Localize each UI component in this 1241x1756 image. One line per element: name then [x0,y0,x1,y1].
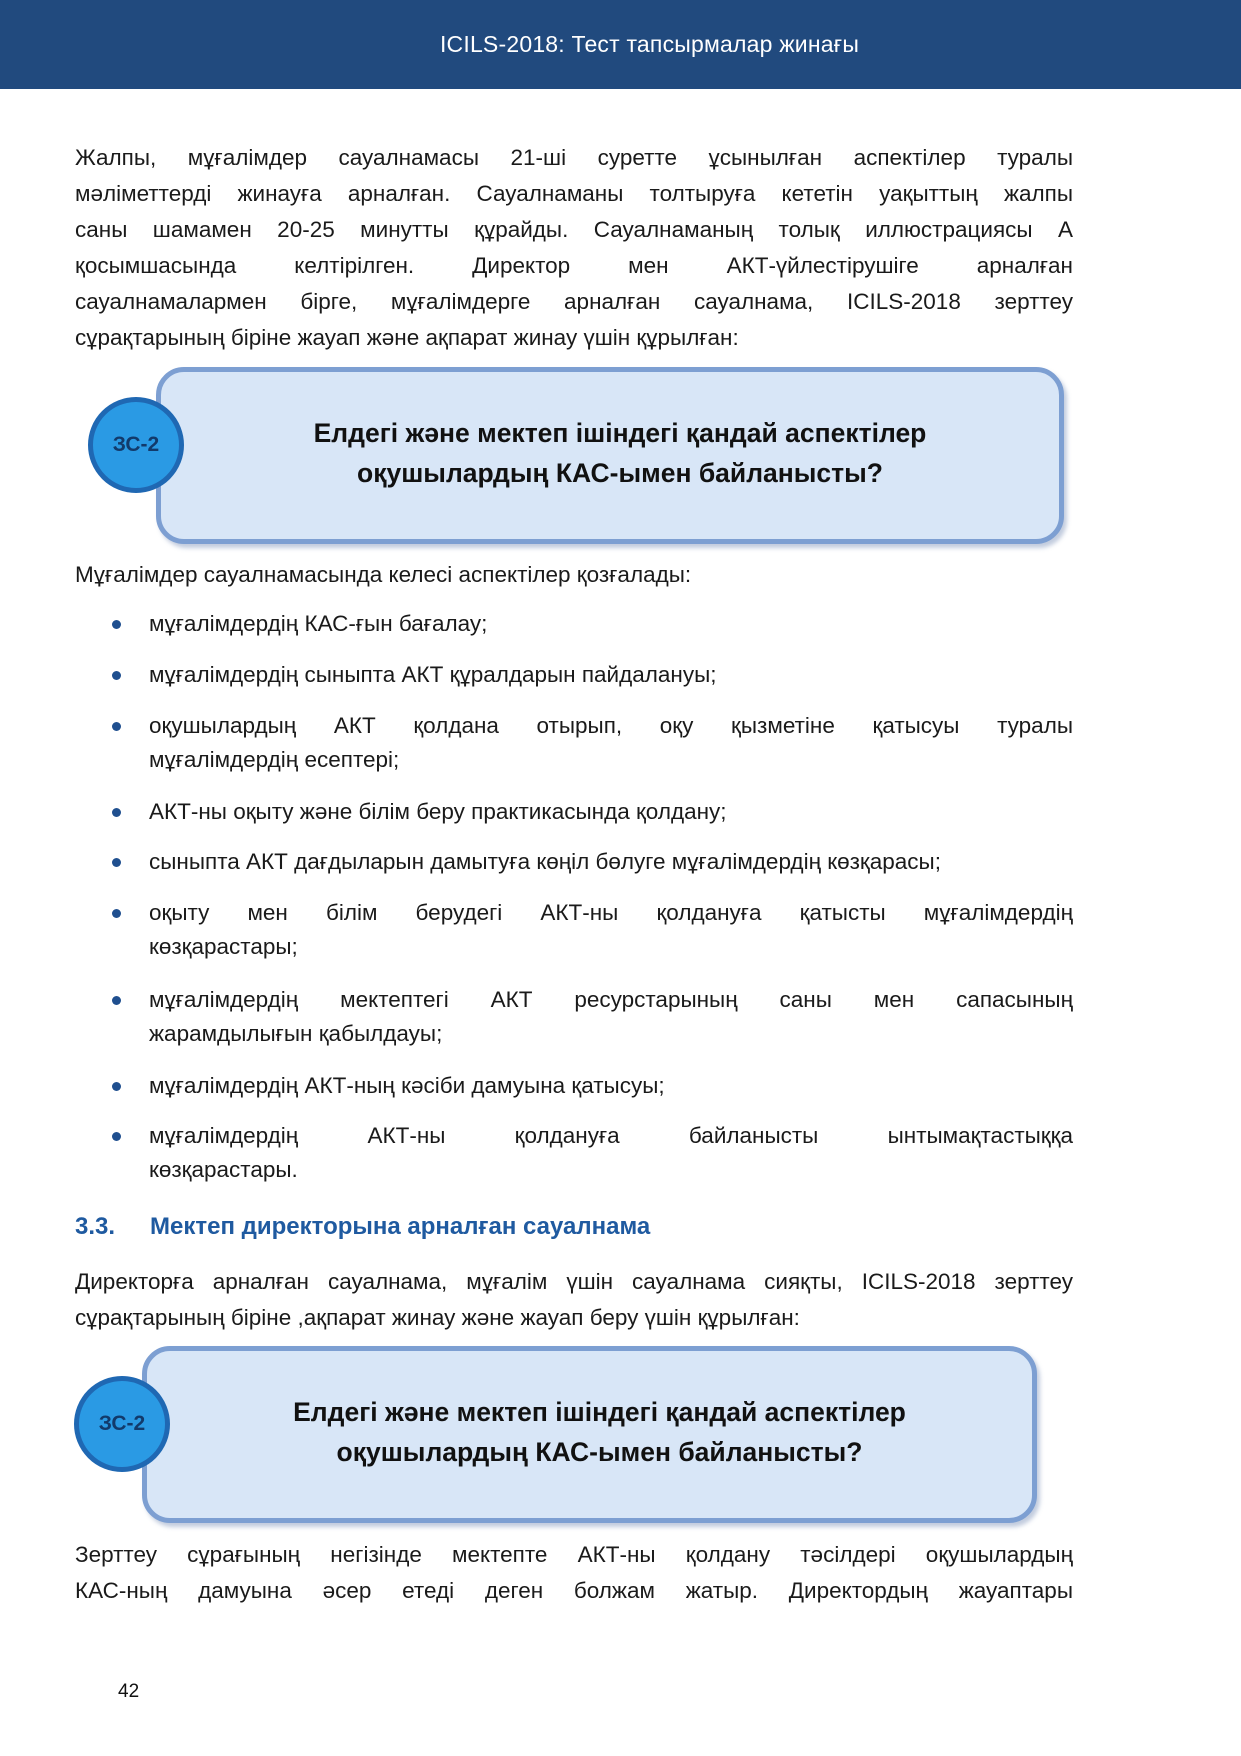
research-question-text [186,413,1054,493]
research-question-text [172,1392,1027,1472]
bullet-icon [112,620,121,629]
director-line: сұрақтарының біріне ,ақпарат жинау және жауап беру үшін құрылған: [75,1305,800,1330]
bullet-icon [112,858,121,867]
closing-line: КАС-ның дамуына әсер етеді деген болжам жатыр. Директордың жауаптары [75,1578,1073,1603]
section-heading [75,1213,650,1241]
intro-line: қосымшасында келтірілген. Директор мен АКТ-үйлестірушіге арналған [75,253,1073,278]
badge-label: ЗС-2 [112,433,160,456]
intro-paragraph [75,140,1073,356]
research-question-badge [74,1376,170,1472]
page-number: 42 [118,1681,140,1702]
badge-label: ЗС-2 [98,1412,146,1435]
list-item: мұғалімдердің мектептегі АКТ ресурстарының саны мен сапасының жарамдылығын қабылдауы; [112,983,1073,1051]
intro-line: сұрақтарының біріне жауап және ақпарат жинау үшін құрылған: [75,325,739,350]
bullet-icon [112,671,121,680]
director-paragraph [75,1264,1073,1336]
bullet-icon [112,722,121,731]
list-item: мұғалімдердің АКТ-ның кәсіби дамуына қатысуы; [112,1069,1073,1103]
research-question-line: оқушылардың КАС-ымен байланысты? [357,458,883,488]
intro-line: Жалпы, мұғалімдер сауалнамасы 21-ші суретте ұсынылған аспектілер туралы [75,145,1073,170]
research-question-badge [88,397,184,493]
aspects-intro [75,557,1073,593]
closing-line: Зерттеу сұрағының негізінде мектепте АКТ-ны қолдану тәсілдері оқушылардың [75,1542,1073,1567]
research-question-line: Елдегі және мектеп ішіндегі қандай аспектілер [293,1397,906,1427]
list-item: мұғалімдердің АКТ-ны қолдануға байланысты ынтымақтастыққа көзқарастары. [112,1119,1073,1187]
list-item: мұғалімдердің КАС-ғын бағалау; [112,607,1073,641]
bullet-icon [112,808,121,817]
intro-line: мәліметтерді жинауға арналған. Сауалнаманы толтыруға кететін уақыттың жалпы [75,181,1073,206]
director-line: Директорға арналған сауалнама, мұғалім үшін сауалнама сияқты, ICILS-2018 зерттеу [75,1269,1073,1294]
list-item: мұғалімдердің сыныпта АКТ құралдарын пайдалануы; [112,658,1073,692]
list-item: оқушылардың АКТ қолдана отырып, оқу қызметіне қатысуы туралы мұғалімдердің есептері; [112,709,1073,777]
bullet-icon [112,996,121,1005]
page-header [0,0,1241,89]
section-title: Мектеп директорына арналған сауалнама [150,1213,651,1240]
intro-line: сауалнамалармен бірге, мұғалімдерге арналған сауалнама, ICILS-2018 зерттеу [75,289,1073,314]
research-question-line: Елдегі және мектеп ішіндегі қандай аспектілер [313,418,927,448]
header-title: ICILS-2018: Тест тапсырмалар жинағы [439,31,860,57]
section-number: 3.3. [75,1213,116,1240]
list-item: оқыту мен білім берудегі АКТ-ны қолдануға қатысты мұғалімдердің көзқарастары; [112,896,1073,964]
research-question-line: оқушылардың КАС-ымен байланысты? [336,1437,863,1467]
bullet-icon [112,1082,121,1091]
closing-paragraph [75,1537,1073,1609]
bullet-icon [112,1132,121,1141]
aspects-intro-text: Мұғалімдер сауалнамасында келесі аспектілер қозғалады: [75,562,692,587]
list-item: АКТ-ны оқыту және білім беру практикасында қолдану; [112,795,1073,829]
intro-line: саны шамамен 20-25 минутты құрайды. Сауалнаманың толық иллюстрациясы А [75,217,1073,242]
bullet-icon [112,909,121,918]
list-item: сыныпта АКТ дағдыларын дамытуға көңіл бөлуге мұғалімдердің көзқарасы; [112,845,1073,879]
